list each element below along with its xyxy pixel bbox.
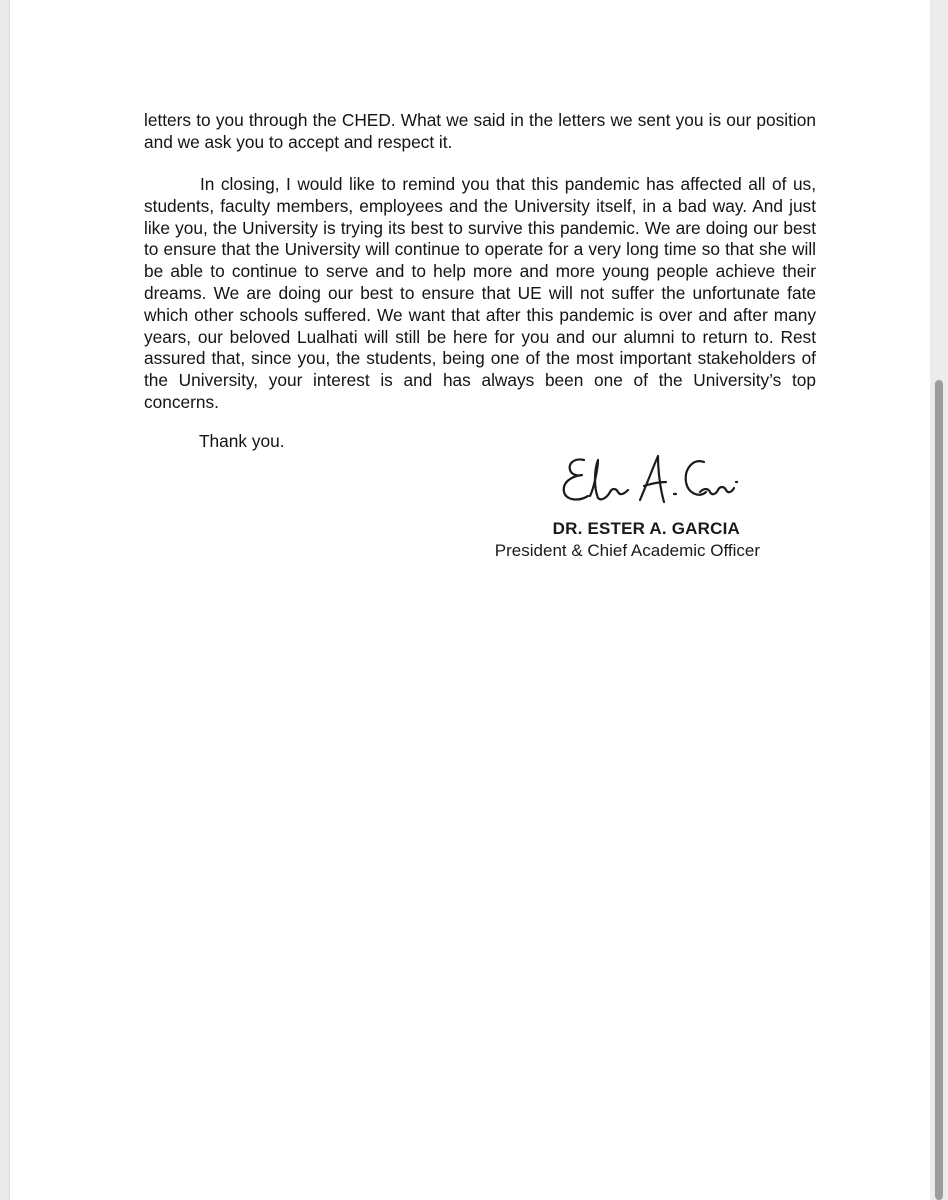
scrollbar-thumb[interactable] (935, 380, 943, 1200)
letter-paragraph-1: letters to you through the CHED. What we said in the letters we sent you is our position and we ask you to accept and respect it. (144, 110, 816, 152)
signature-icon (554, 448, 754, 512)
letter-paragraph-2: In closing, I would like to remind you that this pandemic has affected all of us, students, faculty members, employees and the University itself, in a bad way. And just like you, the University is trying its best to survive this pandemic. We are doing our best to ensure that the University will continue to operate for a very long time so that she will be able to continue to serve and to help more and more young people achieve their dreams. We are doing our best to ensure that UE will not suffer the unfortunate fate which other schools suffered. We want that after this pandemic is over and after many years, our beloved Lualhati will still be here for you and our alumni to return to. Rest assured that, since you, the students, being one of the most important stakeholders of the University, your interest is and has always been one of the University’s top concerns. (144, 174, 816, 412)
signer-name: DR. ESTER A. GARCIA (552, 519, 740, 538)
letter-closing: Thank you. (199, 431, 285, 451)
signer-title: President & Chief Academic Officer (494, 541, 760, 560)
document-page (10, 0, 930, 1200)
scrollbar-track[interactable] (930, 0, 948, 1200)
